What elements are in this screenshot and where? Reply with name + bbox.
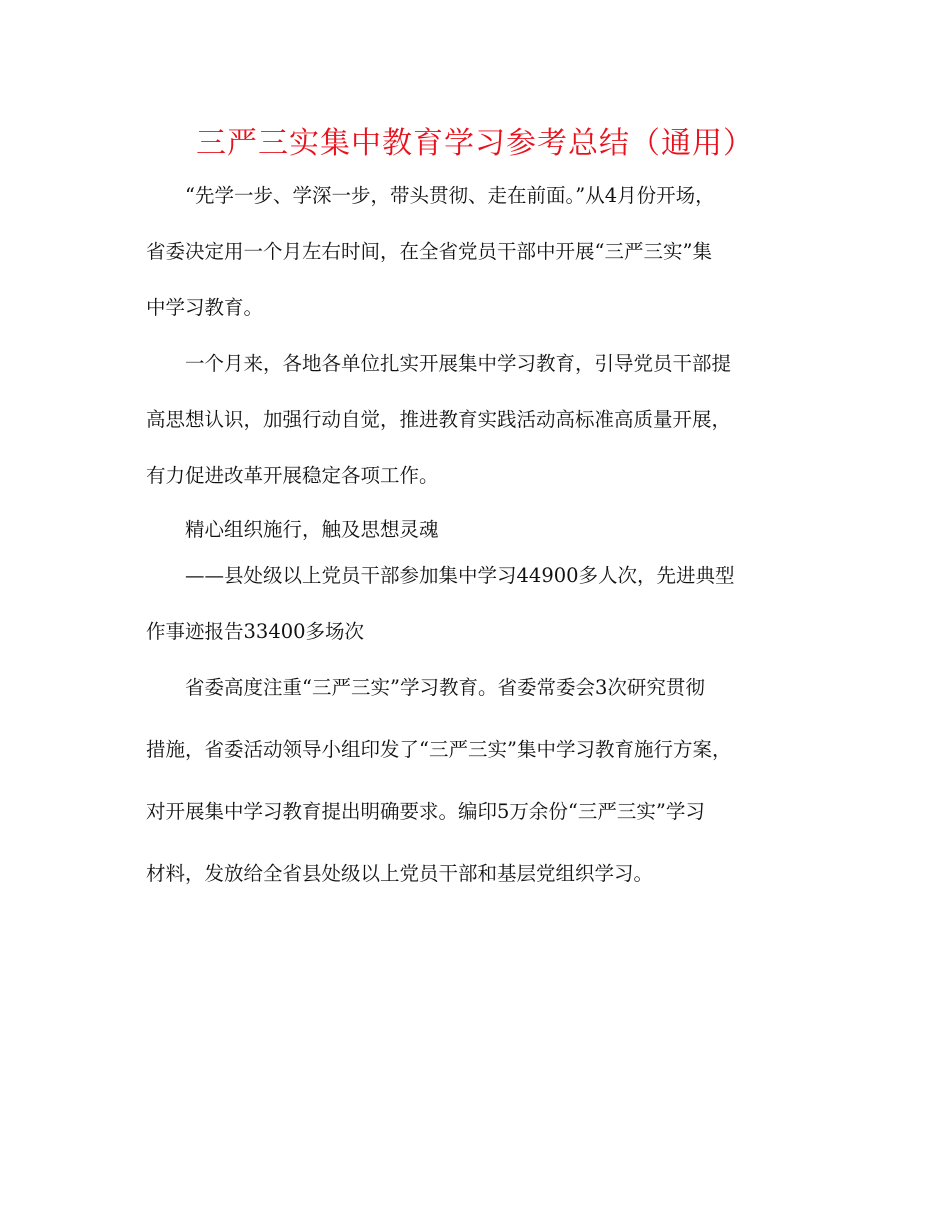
paragraph-intro	[146, 168, 806, 336]
text-line: 高思想认识，加强行动自觉，推进教育实践活动高标准高质量开展，	[146, 408, 732, 431]
text-line: 一个月来，各地各单位扎实开展集中学习教育，引导党员干部提	[185, 352, 732, 375]
text-line: “先学一步、学深一步，带头贯彻、走在前面。”从4月份开场，	[185, 184, 715, 207]
text-line: ——县处级以上党员干部参加集中学习44900多人次，先进典型	[185, 564, 735, 587]
document-title: 三严三实集中教育学习参考总结（通用）	[196, 126, 754, 161]
text-line: 有力促进改革开展稳定各项工作。	[146, 464, 439, 487]
text-line: 中学习教育。	[146, 296, 264, 319]
text-line: 精心组织施行，触及思想灵魂	[185, 518, 439, 541]
text-line: 材料，发放给全省县处级以上党员干部和基层党组织学习。	[146, 862, 654, 885]
text-line: 作事迹报告33400多场次	[146, 620, 365, 643]
document-body	[146, 168, 806, 902]
text-line: 对开展集中学习教育提出明确要求。编印5万余份“三严三实”学习	[146, 800, 705, 823]
paragraph-month-review	[146, 336, 806, 504]
text-line: 措施，省委活动领导小组印发了“三严三实”集中学习教育施行方案，	[146, 738, 732, 761]
text-line: 省委高度注重“三严三实”学习教育。省委常委会3次研究贯彻	[185, 676, 705, 699]
section-heading	[146, 514, 806, 546]
paragraph-statistics	[146, 560, 806, 648]
text-line: 省委决定用一个月左右时间，在全省党员干部中开展“三严三实”集	[146, 240, 712, 263]
paragraph-provincial-committee	[146, 660, 806, 902]
